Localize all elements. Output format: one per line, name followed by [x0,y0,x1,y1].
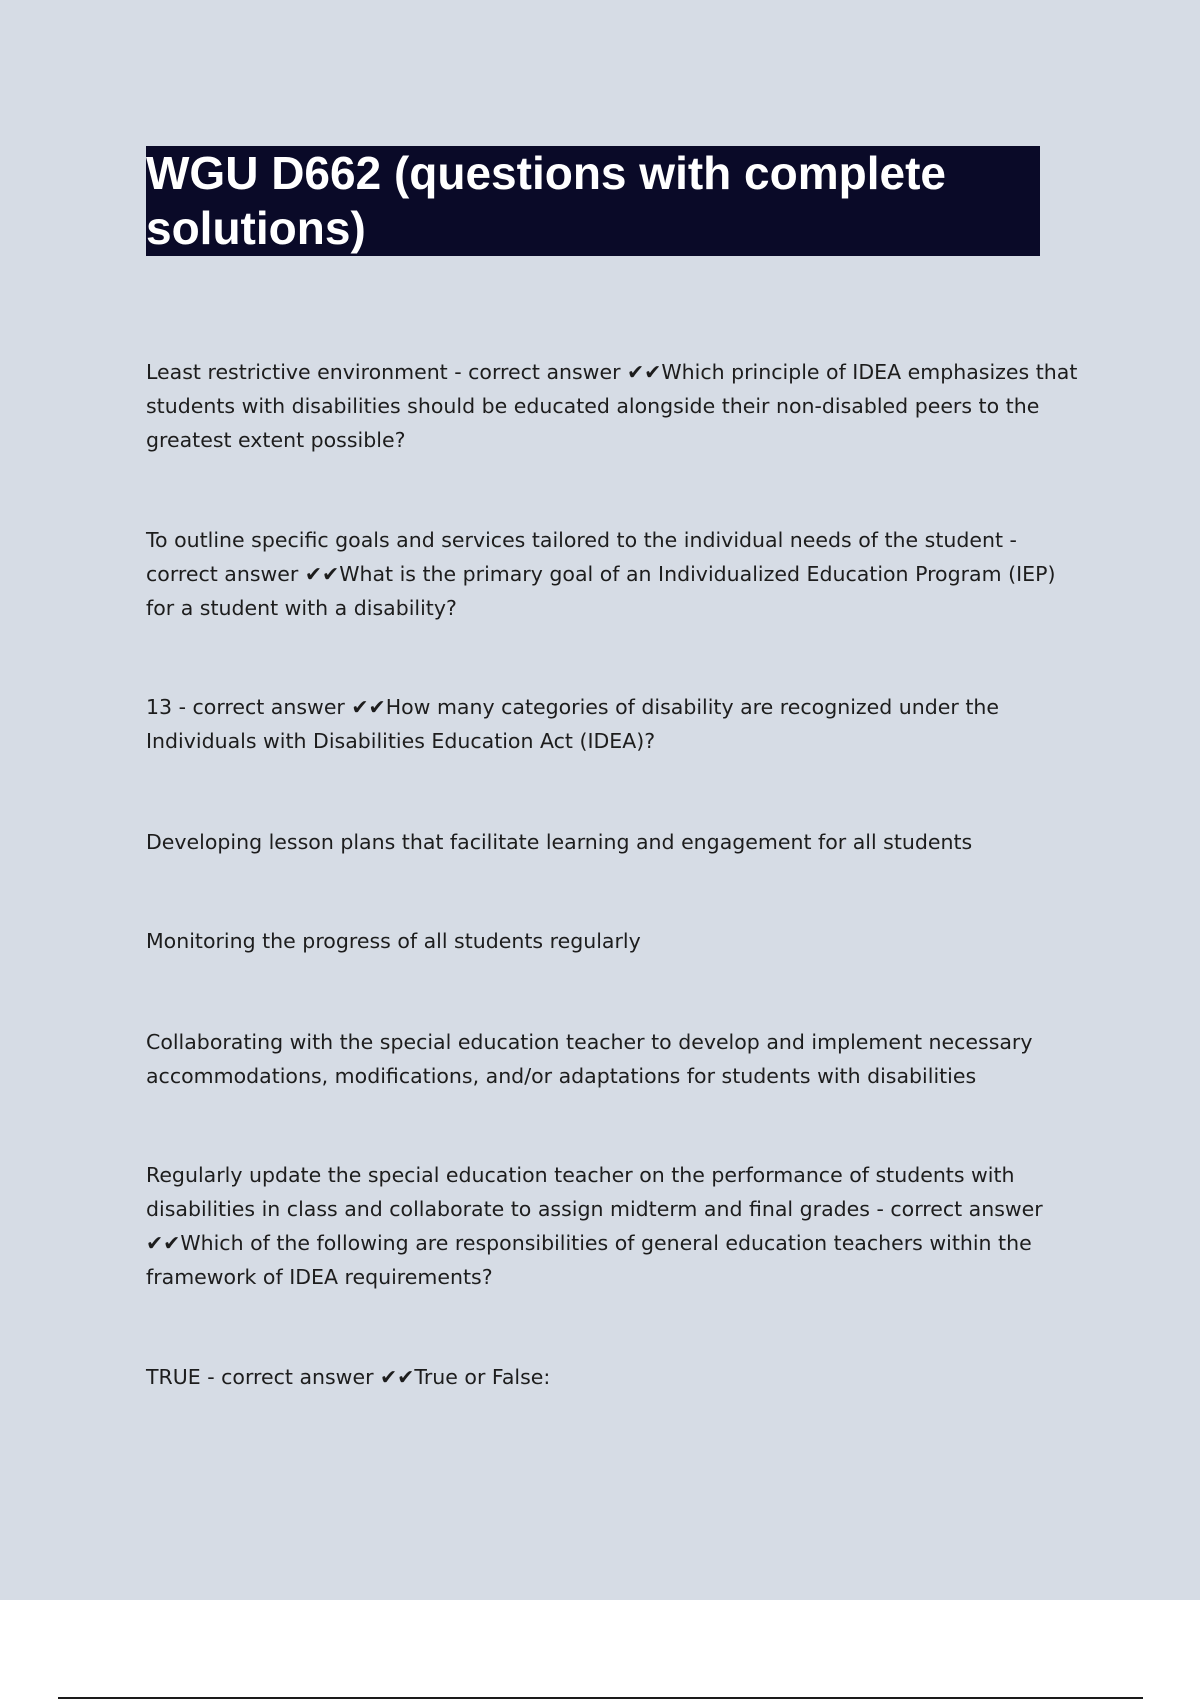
document-title: WGU D662 (questions with complete solutions) [146,147,946,254]
title-banner [146,146,1040,256]
qa-entry: Collaborating with the special education teacher to develop and implement necessary accommodations, modifications, and/or adaptations for students with disabilities [146,1030,1033,1088]
qa-entry: 13 - correct answer ✔✔How many categories of disability are recognized under the Individuals with Disabilities Education Act (IDEA)? [146,695,999,753]
qa-entry: Monitoring the progress of all students regularly [146,929,641,953]
qa-entry: TRUE - correct answer ✔✔True or False: [146,1365,551,1389]
qa-entry: To outline specific goals and services tailored to the individual needs of the student - correct answer ✔✔What is the primary goal of an Individualized Education Program (IEP) for a student with a disability? [146,528,1056,620]
footer-divider [58,1697,1143,1699]
qa-entry: Developing lesson plans that facilitate learning and engagement for all students [146,830,973,854]
qa-entry: Least restrictive environment - correct answer ✔✔Which principle of IDEA emphasizes that students with disabilities should be educated alongside their non-disabled peers to the greatest extent possible? [146,360,1078,452]
qa-entry: Regularly update the special education teacher on the performance of students with disabilities in class and collaborate to assign midterm and final grades - correct answer ✔✔Which of the following are responsibilities of general education teachers within the framework of IDEA requirements? [146,1163,1043,1289]
